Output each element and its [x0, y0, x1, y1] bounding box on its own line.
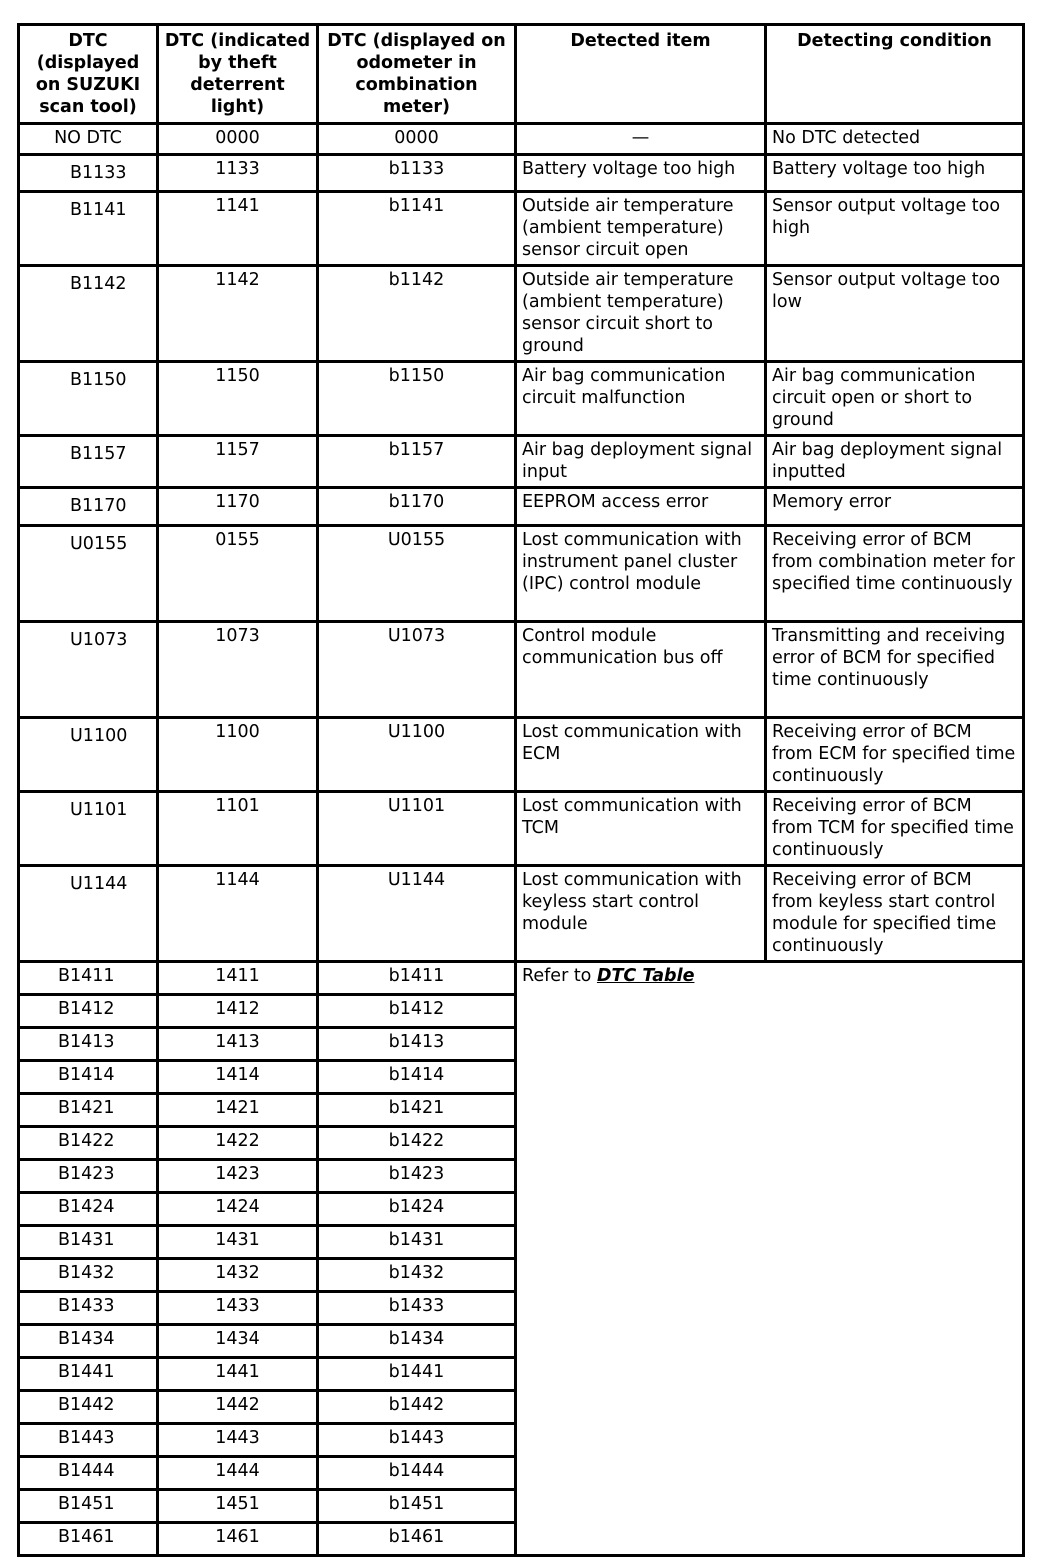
cell-item: Control module communication bus off: [516, 622, 766, 718]
cell-item: Outside air temperature (ambient temperature) sensor circuit open: [516, 192, 766, 266]
cell-cond: Air bag deployment signal inputted: [766, 436, 1024, 488]
cell-odo: b1442: [318, 1391, 516, 1424]
cell-scan: NO DTC: [19, 124, 158, 155]
cell-scan: B1142: [19, 266, 158, 362]
cell-light: 1433: [158, 1292, 318, 1325]
table-row: [19, 792, 1024, 866]
cell-scan: B1432: [19, 1259, 158, 1292]
cell-scan: B1411: [19, 962, 158, 995]
cell-odo: U1101: [318, 792, 516, 866]
cell-light: 1100: [158, 718, 318, 792]
table-row: [19, 488, 1024, 526]
cell-light: 1451: [158, 1490, 318, 1523]
cell-item: EEPROM access error: [516, 488, 766, 526]
reference-prefix: Refer to: [522, 966, 597, 986]
cell-scan: B1141: [19, 192, 158, 266]
cell-light: 1141: [158, 192, 318, 266]
cell-scan: B1434: [19, 1325, 158, 1358]
table-row: [19, 622, 1024, 718]
cell-odo: U1144: [318, 866, 516, 962]
cell-odo: b1170: [318, 488, 516, 526]
dtc-table: [17, 23, 1025, 1557]
cell-odo: b1432: [318, 1259, 516, 1292]
cell-odo: b1413: [318, 1028, 516, 1061]
cell-item: Air bag deployment signal input: [516, 436, 766, 488]
cell-scan: B1451: [19, 1490, 158, 1523]
cell-light: 1441: [158, 1358, 318, 1391]
cell-light: 1413: [158, 1028, 318, 1061]
cell-cond: Receiving error of BCM from ECM for specified time continuously: [766, 718, 1024, 792]
cell-light: 1411: [158, 962, 318, 995]
table-row: [19, 155, 1024, 192]
cell-odo: b1451: [318, 1490, 516, 1523]
cell-item: Air bag communication circuit malfunction: [516, 362, 766, 436]
cell-scan: B1461: [19, 1523, 158, 1556]
table-row: [19, 124, 1024, 155]
cell-light: 1170: [158, 488, 318, 526]
cell-item: Battery voltage too high: [516, 155, 766, 192]
cell-scan: B1170: [19, 488, 158, 526]
cell-cond: Sensor output voltage too low: [766, 266, 1024, 362]
cell-light: 1144: [158, 866, 318, 962]
cell-item: Outside air temperature (ambient temperature) sensor circuit short to ground: [516, 266, 766, 362]
cell-scan: B1422: [19, 1127, 158, 1160]
cell-light: 0155: [158, 526, 318, 622]
cell-scan: B1414: [19, 1061, 158, 1094]
cell-odo: b1142: [318, 266, 516, 362]
cell-scan: B1421: [19, 1094, 158, 1127]
header-detecting-condition: Detecting condition: [766, 25, 1024, 124]
cell-light: 1423: [158, 1160, 318, 1193]
cell-cond: Air bag communication circuit open or short to ground: [766, 362, 1024, 436]
cell-light: 1434: [158, 1325, 318, 1358]
cell-light: 1150: [158, 362, 318, 436]
cell-odo: b1150: [318, 362, 516, 436]
cell-light: 1443: [158, 1424, 318, 1457]
cell-odo: b1433: [318, 1292, 516, 1325]
cell-scan: U1100: [19, 718, 158, 792]
cell-cond: Sensor output voltage too high: [766, 192, 1024, 266]
cell-odo: b1411: [318, 962, 516, 995]
cell-cond: Receiving error of BCM from TCM for specified time continuously: [766, 792, 1024, 866]
cell-odo: b1461: [318, 1523, 516, 1556]
cell-scan: B1150: [19, 362, 158, 436]
cell-cond: No DTC detected: [766, 124, 1024, 155]
header-scan-tool: DTC (displayed on SUZUKI scan tool): [19, 25, 158, 124]
table-row: [19, 192, 1024, 266]
cell-item: —: [516, 124, 766, 155]
cell-scan: B1133: [19, 155, 158, 192]
cell-light: 1157: [158, 436, 318, 488]
header-row: [19, 25, 1024, 124]
header-odometer: DTC (displayed on odometer in combination meter): [318, 25, 516, 124]
cell-odo: b1141: [318, 192, 516, 266]
cell-odo: b1414: [318, 1061, 516, 1094]
cell-light: 1422: [158, 1127, 318, 1160]
table-row: [19, 436, 1024, 488]
cell-light: 1142: [158, 266, 318, 362]
cell-odo: b1441: [318, 1358, 516, 1391]
cell-scan: U1073: [19, 622, 158, 718]
cell-light: 1073: [158, 622, 318, 718]
reference-cell: [516, 962, 1024, 1556]
cell-odo: b1157: [318, 436, 516, 488]
cell-item: Lost communication with ECM: [516, 718, 766, 792]
cell-light: 1412: [158, 995, 318, 1028]
dtc-table-link[interactable]: DTC Table: [596, 966, 695, 986]
table-row: [19, 962, 1024, 995]
cell-scan: B1442: [19, 1391, 158, 1424]
cell-odo: b1443: [318, 1424, 516, 1457]
cell-light: 1444: [158, 1457, 318, 1490]
header-detected-item: Detected item: [516, 25, 766, 124]
cell-light: 1431: [158, 1226, 318, 1259]
table-row: [19, 526, 1024, 622]
cell-item: Lost communication with instrument panel cluster (IPC) control module: [516, 526, 766, 622]
table-row: [19, 362, 1024, 436]
cell-odo: b1434: [318, 1325, 516, 1358]
cell-odo: b1423: [318, 1160, 516, 1193]
cell-light: 1421: [158, 1094, 318, 1127]
cell-scan: B1433: [19, 1292, 158, 1325]
cell-cond: Battery voltage too high: [766, 155, 1024, 192]
cell-scan: U1144: [19, 866, 158, 962]
cell-scan: B1443: [19, 1424, 158, 1457]
cell-scan: B1413: [19, 1028, 158, 1061]
cell-scan: B1424: [19, 1193, 158, 1226]
cell-scan: U0155: [19, 526, 158, 622]
cell-scan: B1157: [19, 436, 158, 488]
cell-odo: U0155: [318, 526, 516, 622]
cell-odo: U1073: [318, 622, 516, 718]
cell-cond: Receiving error of BCM from keyless start control module for specified time continuously: [766, 866, 1024, 962]
cell-odo: b1133: [318, 155, 516, 192]
cell-light: 0000: [158, 124, 318, 155]
cell-light: 1414: [158, 1061, 318, 1094]
cell-light: 1461: [158, 1523, 318, 1556]
cell-odo: b1431: [318, 1226, 516, 1259]
cell-odo: 0000: [318, 124, 516, 155]
table-row: [19, 718, 1024, 792]
cell-odo: b1422: [318, 1127, 516, 1160]
cell-scan: B1423: [19, 1160, 158, 1193]
table-row: [19, 866, 1024, 962]
cell-scan: U1101: [19, 792, 158, 866]
cell-odo: b1444: [318, 1457, 516, 1490]
cell-cond: Receiving error of BCM from combination meter for specified time continuously: [766, 526, 1024, 622]
cell-light: 1133: [158, 155, 318, 192]
cell-scan: B1444: [19, 1457, 158, 1490]
cell-cond: Memory error: [766, 488, 1024, 526]
cell-cond: Transmitting and receiving error of BCM for specified time continuously: [766, 622, 1024, 718]
cell-item: Lost communication with keyless start control module: [516, 866, 766, 962]
cell-odo: b1421: [318, 1094, 516, 1127]
header-theft-light: DTC (indicated by theft deterrent light): [158, 25, 318, 124]
cell-light: 1442: [158, 1391, 318, 1424]
cell-odo: b1424: [318, 1193, 516, 1226]
cell-scan: B1412: [19, 995, 158, 1028]
cell-light: 1101: [158, 792, 318, 866]
table-row: [19, 266, 1024, 362]
cell-odo: U1100: [318, 718, 516, 792]
cell-light: 1424: [158, 1193, 318, 1226]
cell-scan: B1441: [19, 1358, 158, 1391]
cell-odo: b1412: [318, 995, 516, 1028]
cell-scan: B1431: [19, 1226, 158, 1259]
cell-item: Lost communication with TCM: [516, 792, 766, 866]
cell-light: 1432: [158, 1259, 318, 1292]
